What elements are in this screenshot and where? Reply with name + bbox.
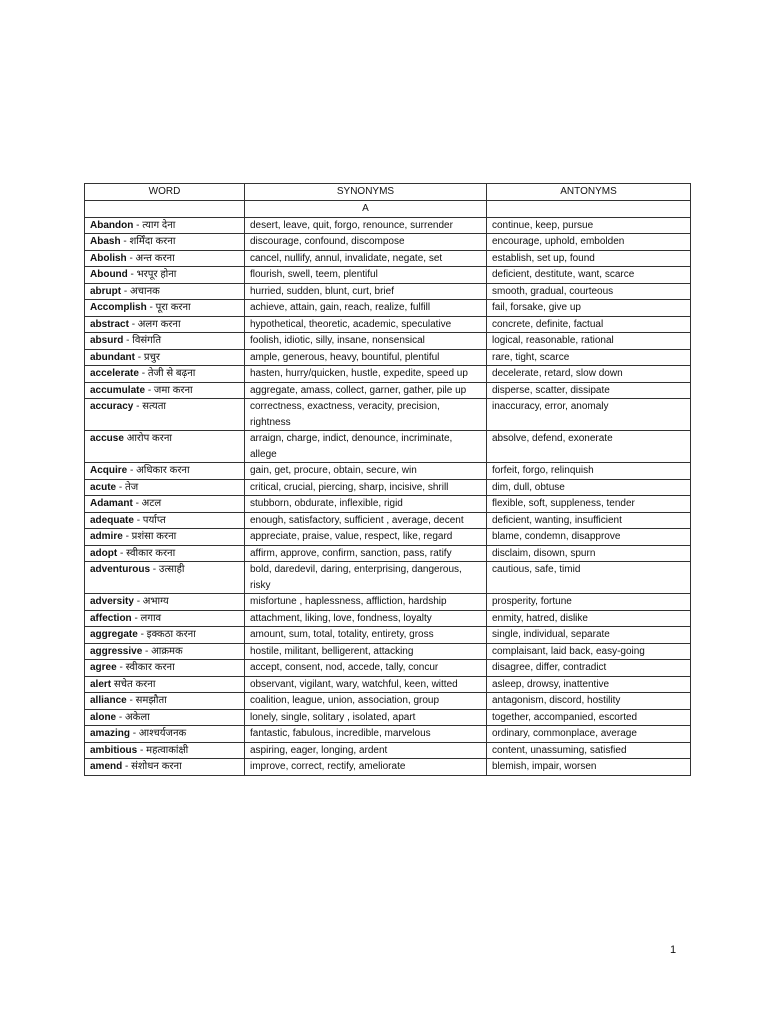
synonyms-cell: accept, consent, nod, accede, tally, concur (245, 660, 487, 677)
word-term: agree (90, 662, 117, 673)
word-hindi: - अधिकार करना (130, 465, 190, 476)
antonyms-cell: rare, tight, scarce (487, 349, 691, 366)
word-term: alert (90, 678, 112, 690)
word-cell (85, 676, 245, 693)
table-row (85, 529, 691, 546)
word-term: adequate (90, 514, 134, 526)
word-cell (85, 333, 245, 350)
word-cell (85, 594, 245, 611)
word-hindi: - स्वीकार करना (120, 547, 176, 559)
word-cell (85, 709, 245, 726)
table-row (85, 366, 691, 383)
antonyms-cell: establish, set up, found (487, 250, 691, 267)
synonyms-cell: discourage, confound, discompose (245, 234, 487, 251)
synonyms-cell: amount, sum, total, totality, entirety, gross (245, 627, 487, 644)
word-cell (85, 300, 245, 317)
word-term: adopt (90, 547, 118, 559)
antonyms-cell: continue, keep, pursue (487, 217, 691, 234)
table-row (85, 660, 691, 677)
word-term: Abandon (90, 219, 134, 231)
antonyms-cell: fail, forsake, give up (487, 300, 691, 317)
word-term: Abolish (90, 252, 127, 264)
word-cell (85, 726, 245, 743)
table-row (85, 676, 691, 693)
word-term: amazing (90, 728, 131, 739)
table-row (85, 693, 691, 710)
table-row (85, 643, 691, 660)
word-term: Abound (90, 269, 128, 280)
table-row (85, 399, 691, 431)
table-row (85, 333, 691, 350)
word-cell (85, 399, 245, 431)
synonyms-cell: arraign, charge, indict, denounce, incriminate, allege (245, 431, 487, 463)
word-cell (85, 366, 245, 383)
synonyms-cell: stubborn, obdurate, inflexible, rigid (245, 496, 487, 513)
synonyms-cell: flourish, swell, teem, plentiful (245, 267, 487, 284)
word-term: amend (90, 761, 123, 772)
synonyms-cell: correctness, exactness, veracity, precision, rightness (245, 399, 487, 431)
word-hindi: - तेजी से बढ़ना (141, 368, 196, 379)
antonyms-cell: decelerate, retard, slow down (487, 366, 691, 383)
word-cell (85, 463, 245, 480)
word-term: accuse (90, 433, 124, 444)
antonyms-cell: disperse, scatter, dissipate (487, 382, 691, 399)
synonyms-cell: bold, daredevil, daring, enterprising, dangerous, risky (245, 562, 487, 594)
word-hindi: आरोप करना (126, 433, 172, 444)
header-antonyms: ANTONYMS (487, 184, 691, 201)
word-cell (85, 283, 245, 300)
word-hindi: - सत्यता (136, 401, 167, 412)
word-hindi: सचेत करना (113, 678, 156, 690)
table-row (85, 349, 691, 366)
word-hindi: - उत्साही (152, 564, 185, 575)
word-hindi: - स्वीकार करना (119, 662, 175, 673)
table-row (85, 512, 691, 529)
table-row (85, 610, 691, 627)
word-cell (85, 610, 245, 627)
antonyms-cell: concrete, definite, factual (487, 316, 691, 333)
synonyms-cell: hurried, sudden, blunt, curt, brief (245, 283, 487, 300)
table-row (85, 545, 691, 562)
synonyms-cell: attachment, liking, love, fondness, loyalty (245, 610, 487, 627)
word-hindi: - त्याग देना (136, 219, 176, 231)
word-term: Abash (90, 236, 121, 247)
word-hindi: - जमा करना (147, 384, 193, 396)
table-row (85, 562, 691, 594)
synonyms-cell: affirm, approve, confirm, sanction, pass, ratify (245, 545, 487, 562)
table-row (85, 463, 691, 480)
synonyms-cell: improve, correct, rectify, ameliorate (245, 759, 487, 776)
table-row (85, 742, 691, 759)
table-row (85, 759, 691, 776)
antonyms-cell: flexible, soft, suppleness, tender (487, 496, 691, 513)
table-row (85, 709, 691, 726)
vocabulary-table (84, 183, 691, 776)
section-row (85, 201, 691, 218)
table-row (85, 316, 691, 333)
synonyms-cell: cancel, nullify, annul, invalidate, negate, set (245, 250, 487, 267)
word-cell (85, 693, 245, 710)
antonyms-cell: deficient, wanting, insufficient (487, 512, 691, 529)
word-hindi: - समझौता (129, 695, 167, 706)
word-cell (85, 643, 245, 660)
synonyms-cell: aggregate, amass, collect, garner, gather, pile up (245, 382, 487, 399)
section-letter: A (245, 201, 487, 218)
synonyms-cell: fantastic, fabulous, incredible, marvelous (245, 726, 487, 743)
synonyms-cell: aspiring, eager, longing, ardent (245, 742, 487, 759)
word-cell (85, 316, 245, 333)
antonyms-cell: deficient, destitute, want, scarce (487, 267, 691, 284)
antonyms-cell: inaccuracy, error, anomaly (487, 399, 691, 431)
word-cell (85, 217, 245, 234)
word-cell (85, 479, 245, 496)
antonyms-cell: smooth, gradual, courteous (487, 283, 691, 300)
antonyms-cell: enmity, hatred, dislike (487, 610, 691, 627)
word-cell (85, 742, 245, 759)
synonyms-cell: achieve, attain, gain, reach, realize, fulfill (245, 300, 487, 317)
synonyms-cell: hasten, hurry/quicken, hustle, expedite, speed up (245, 366, 487, 383)
antonyms-cell: ordinary, commonplace, average (487, 726, 691, 743)
word-term: acute (90, 481, 117, 493)
word-term: accelerate (90, 368, 139, 379)
word-cell (85, 349, 245, 366)
word-cell (85, 759, 245, 776)
word-cell (85, 234, 245, 251)
vocabulary-sheet (84, 183, 690, 776)
table-row (85, 300, 691, 317)
word-hindi: - अटल (135, 498, 162, 509)
antonyms-cell: asleep, drowsy, inattentive (487, 676, 691, 693)
synonyms-cell: observant, vigilant, wary, watchful, keen, witted (245, 676, 487, 693)
synonyms-cell: hypothetical, theoretic, academic, speculative (245, 316, 487, 333)
word-cell (85, 660, 245, 677)
word-term: admire (90, 531, 123, 542)
word-term: alone (90, 711, 117, 723)
word-term: Adamant (90, 498, 133, 509)
word-cell (85, 545, 245, 562)
antonyms-cell: complaisant, laid back, easy-going (487, 643, 691, 660)
section-blank (487, 201, 691, 218)
word-term: absurd (90, 335, 124, 346)
word-hindi: - भरपूर होना (130, 269, 177, 280)
word-hindi: - अचानक (123, 285, 160, 297)
synonyms-cell: hostile, militant, belligerent, attacking (245, 643, 487, 660)
word-term: abundant (90, 351, 135, 363)
antonyms-cell: content, unassuming, satisfied (487, 742, 691, 759)
table-body (85, 201, 691, 776)
word-hindi: - अन्त करना (129, 252, 175, 264)
synonyms-cell: lonely, single, solitary , isolated, apart (245, 709, 487, 726)
word-hindi: - पूरा करना (149, 302, 191, 313)
word-hindi: - इक्कठा करना (140, 629, 196, 640)
word-term: adversity (90, 596, 134, 607)
word-term: adventurous (90, 564, 151, 575)
word-hindi: - तेज (118, 481, 139, 493)
word-hindi: - आक्रमक (145, 645, 183, 657)
word-cell (85, 562, 245, 594)
word-hindi: - अभाग्य (136, 596, 169, 607)
table-row (85, 594, 691, 611)
word-cell (85, 267, 245, 284)
antonyms-cell: single, individual, separate (487, 627, 691, 644)
word-term: aggregate (90, 629, 138, 640)
synonyms-cell: coalition, league, union, association, group (245, 693, 487, 710)
word-term: alliance (90, 695, 127, 706)
word-term: Acquire (90, 465, 128, 476)
table-row (85, 479, 691, 496)
word-cell (85, 496, 245, 513)
table-row (85, 726, 691, 743)
antonyms-cell: together, accompanied, escorted (487, 709, 691, 726)
word-term: accuracy (90, 401, 134, 412)
antonyms-cell: blemish, impair, worsen (487, 759, 691, 776)
synonyms-cell: misfortune , haplessness, affliction, hardship (245, 594, 487, 611)
antonyms-cell: absolve, defend, exonerate (487, 431, 691, 463)
antonyms-cell: cautious, safe, timid (487, 562, 691, 594)
table-row (85, 382, 691, 399)
antonyms-cell: blame, condemn, disapprove (487, 529, 691, 546)
synonyms-cell: gain, get, procure, obtain, secure, win (245, 463, 487, 480)
table-row (85, 250, 691, 267)
antonyms-cell: encourage, uphold, embolden (487, 234, 691, 251)
word-term: affection (90, 612, 132, 624)
header-word: WORD (85, 184, 245, 201)
antonyms-cell: forfeit, forgo, relinquish (487, 463, 691, 480)
word-cell (85, 250, 245, 267)
word-hindi: - आश्चर्यजनक (132, 728, 187, 739)
word-cell (85, 627, 245, 644)
table-row (85, 496, 691, 513)
word-hindi: - संशोधन करना (125, 761, 182, 772)
synonyms-cell: appreciate, praise, value, respect, like, regard (245, 529, 487, 546)
word-cell (85, 512, 245, 529)
word-term: abstract (90, 318, 129, 330)
word-hindi: - पर्याप्त (136, 514, 166, 526)
word-cell (85, 529, 245, 546)
page-number: 1 (670, 944, 677, 956)
synonyms-cell: desert, leave, quit, forgo, renounce, surrender (245, 217, 487, 234)
word-hindi: - लगाव (134, 612, 162, 624)
word-cell (85, 431, 245, 463)
word-hindi: - अलग करना (131, 318, 181, 330)
word-term: aggressive (90, 645, 143, 657)
table-row (85, 627, 691, 644)
table-row (85, 283, 691, 300)
synonyms-cell: enough, satisfactory, sufficient , average, decent (245, 512, 487, 529)
antonyms-cell: antagonism, discord, hostility (487, 693, 691, 710)
word-hindi: - शर्मिंदा करना (123, 236, 176, 247)
word-hindi: - महत्वाकांक्षी (140, 744, 189, 756)
word-hindi: - विसंगति (126, 335, 162, 346)
header-row (85, 184, 691, 201)
word-hindi: - प्रचुर (137, 351, 161, 363)
antonyms-cell: prosperity, fortune (487, 594, 691, 611)
word-hindi: - अकेला (118, 711, 150, 723)
table-row (85, 217, 691, 234)
table-row (85, 431, 691, 463)
word-term: ambitious (90, 744, 138, 756)
antonyms-cell: dim, dull, obtuse (487, 479, 691, 496)
synonyms-cell: foolish, idiotic, silly, insane, nonsensical (245, 333, 487, 350)
word-hindi: - प्रशंसा करना (125, 531, 177, 542)
antonyms-cell: disagree, differ, contradict (487, 660, 691, 677)
table-row (85, 234, 691, 251)
antonyms-cell: disclaim, disown, spurn (487, 545, 691, 562)
section-blank (85, 201, 245, 218)
header-synonyms: SYNONYMS (245, 184, 487, 201)
word-term: abrupt (90, 285, 122, 297)
antonyms-cell: logical, reasonable, rational (487, 333, 691, 350)
word-term: accumulate (90, 384, 146, 396)
word-term: Accomplish (90, 302, 147, 313)
table-row (85, 267, 691, 284)
word-cell (85, 382, 245, 399)
synonyms-cell: ample, generous, heavy, bountiful, plentiful (245, 349, 487, 366)
synonyms-cell: critical, crucial, piercing, sharp, incisive, shrill (245, 479, 487, 496)
